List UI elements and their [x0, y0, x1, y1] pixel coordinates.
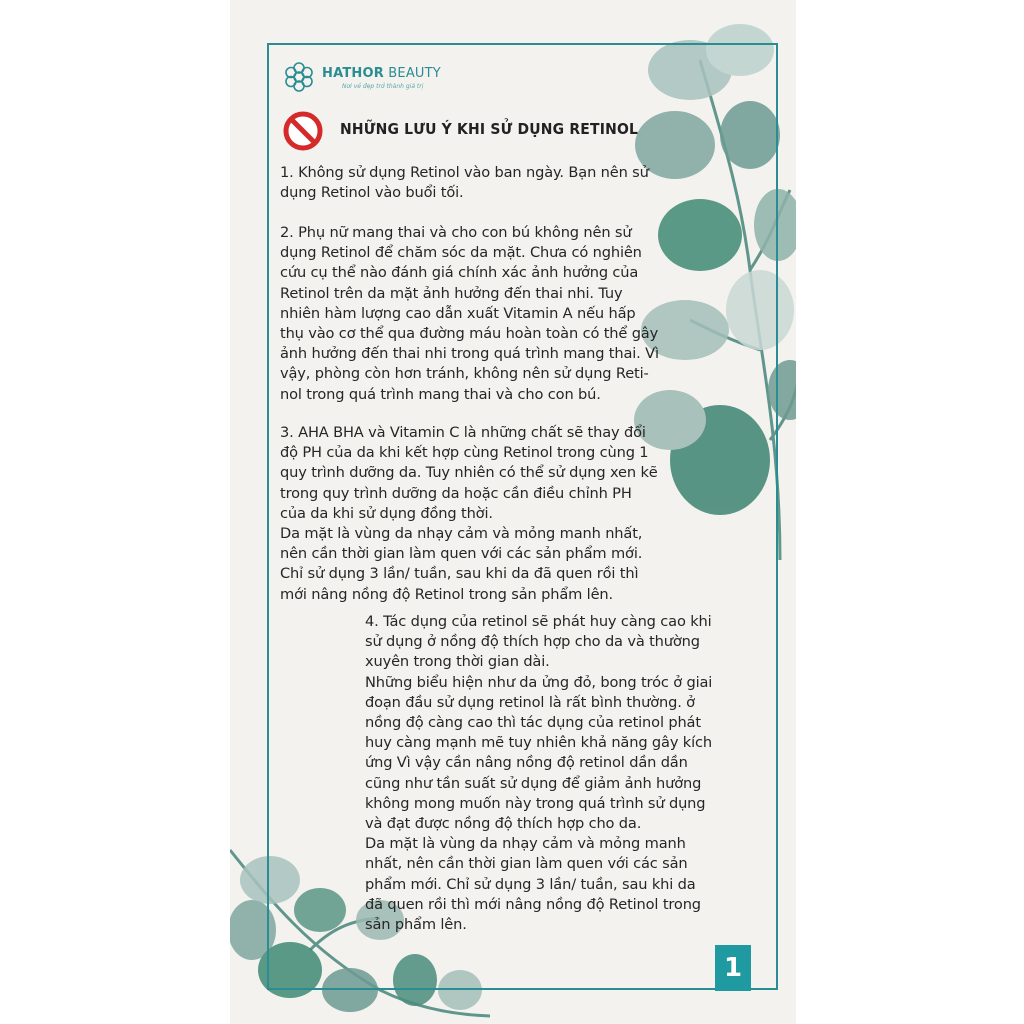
lotus-logo-icon	[282, 60, 316, 94]
tip-1: 1. Không sử dụng Retinol vào ban ngày. Bạn nên sử dụng Retinol vào buổi tối.	[280, 164, 649, 202]
tip-3: 3. AHA BHA và Vitamin C là những chất sẽ thay đổi độ PH của da khi kết hợp cùng Retinol trong cùng 1 quy trình dưỡng da. Tuy nhiên có thể sử dụng xen kẽ trong quy trình dưỡng da hoặc cần điều chỉnh PH của da khi sử dụng đồng thời. Da mặt là vùng da nhạy cảm và mỏng manh nhất, nên cần thời gian làm quen với các sản phẩm mới. Chỉ sử dụng 3 lần/ tuần, sau khi da đã quen rồi thì mới nâng nồng độ Retinol trong sản phẩm lên.	[280, 424, 658, 603]
tip-4: 4. Tác dụng của retinol sẽ phát huy càng cao khi sử dụng ở nồng độ thích hợp cho da và thường xuyên trong thời gian dài. Những biểu hiện như da ửng đỏ, bong tróc ở giai đoạn đầu sử dụng retinol là rất bình thường. ở nồng độ càng cao thì tác dụng của retinol phát huy càng mạnh mẽ tuy nhiên khả năng gây kích ứng Vì vậy cần nâng nồng độ retinol dần dần cũng như tần suất sử dụng để giảm ảnh hưởng không mong muốn này trong quá trình sử dụng và đạt được nồng độ thích hợp cho da. Da mặt là vùng da nhạy cảm và mỏng manh nhất, nên cần thời gian làm quen với các sản phẩm mới. Chỉ sử dụng 3 lần/ tuần, sau khi da đã quen rồi thì mới nâng nồng độ Retinol trong sản phẩm lên.	[365, 613, 713, 934]
brand-name: HATHOR BEAUTY	[322, 66, 441, 81]
brand-tagline: Nơi vẻ đẹp trở thành giá trị	[342, 83, 424, 90]
page-title: NHỮNG LƯU Ý KHI SỬ DỤNG RETINOL	[340, 120, 639, 138]
page-number-badge: 1	[715, 945, 751, 991]
brand-logo	[282, 60, 502, 104]
infographic-card	[230, 0, 796, 1024]
tip-2: 2. Phụ nữ mang thai và cho con bú không nên sử dụng Retinol để chăm sóc da mặt. Chưa có nghiên cứu cụ thể nào đánh giá chính xác ảnh hưởng của Retinol trên da mặt ảnh hưởng đến thai nhi. Tuy nhiên hàm lượng cao dẫn xuất Vitamin A nếu hấp thụ vào cơ thể qua đường máu hoàn toàn có thể gây ảnh hưởng đến thai nhi trong quá trình mang thai. Vì vậy, phòng còn hơn tránh, không nên sử dụng Reti- nol trong quá trình mang thai và cho con bú.	[280, 224, 659, 403]
prohibition-icon	[282, 110, 324, 152]
title-row	[282, 110, 722, 154]
